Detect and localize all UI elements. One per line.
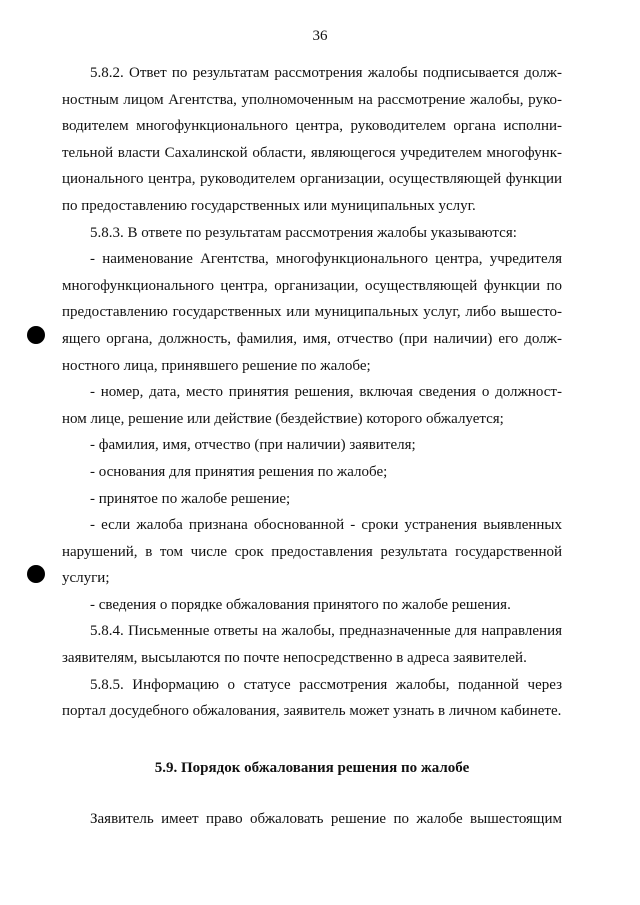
list-item-decision-number: - номер, дата, место принятия решения, включая сведения о должностном лице, решение или действие (бездействие) которого обжалуется;	[62, 384, 562, 427]
punch-hole-mark	[27, 565, 45, 583]
paragraph-5-8-2: 5.8.2. Ответ по результатам рассмотрения жалобы подписывается должностным лицом Агентства, уполномоченным на рассмотрение жалобы, руководителем многофункционального центра, руководителем органа исполнительной власти Сахалинской области, являющегося учредителем многофункционального центра, руководителем организации, осуществляющей функции по предоставлению государственных или муниципальных услуг.	[62, 65, 562, 214]
list-item-grounds: - основания для принятия решения по жалобе;	[90, 463, 388, 480]
list-item-name: - наименование Агентства, многофункционального центра, учредителя многофункционального центра, организации, осуществляющей функции по предоставлению государственных или муниципальных услуг, либо вышестоящего органа, должность, фамилия, имя, отчество (при наличии) его должностного лица, принявшего решение по жалобе;	[62, 251, 562, 374]
document-body	[62, 60, 562, 725]
section-body	[62, 806, 562, 833]
list-item-applicant-name: - фамилия, имя, отчество (при наличии) заявителя;	[90, 437, 416, 454]
paragraph-5-8-3: 5.8.3. В ответе по результатам рассмотрения жалобы указываются:	[90, 224, 517, 241]
paragraph-5-8-5: 5.8.5. Информацию о статусе рассмотрения жалобы, поданной через портал досудебного обжалования, заявитель может узнать в личном кабинете.	[62, 676, 562, 720]
list-item-appeal-procedure: - сведения о порядке обжалования принятого по жалобе решения.	[90, 596, 511, 613]
punch-hole-mark	[27, 326, 45, 344]
section-first-line: Заявитель имеет право обжаловать решение по жалобе вышестоящим	[90, 811, 562, 827]
list-item-decision: - принятое по жалобе решение;	[90, 490, 291, 507]
list-item-deadlines: - если жалоба признана обоснованной - сроки устранения выявленных нарушений, в том числе срок предоставления результата государственной услуги;	[62, 517, 562, 587]
paragraph-5-8-4: 5.8.4. Письменные ответы на жалобы, предназначенные для направления заявителям, высылаются по почте непосредственно в адреса заявителей.	[62, 623, 562, 667]
page-number: 36	[312, 28, 328, 44]
section-heading: 5.9. Порядок обжалования решения по жалобе	[154, 760, 470, 776]
